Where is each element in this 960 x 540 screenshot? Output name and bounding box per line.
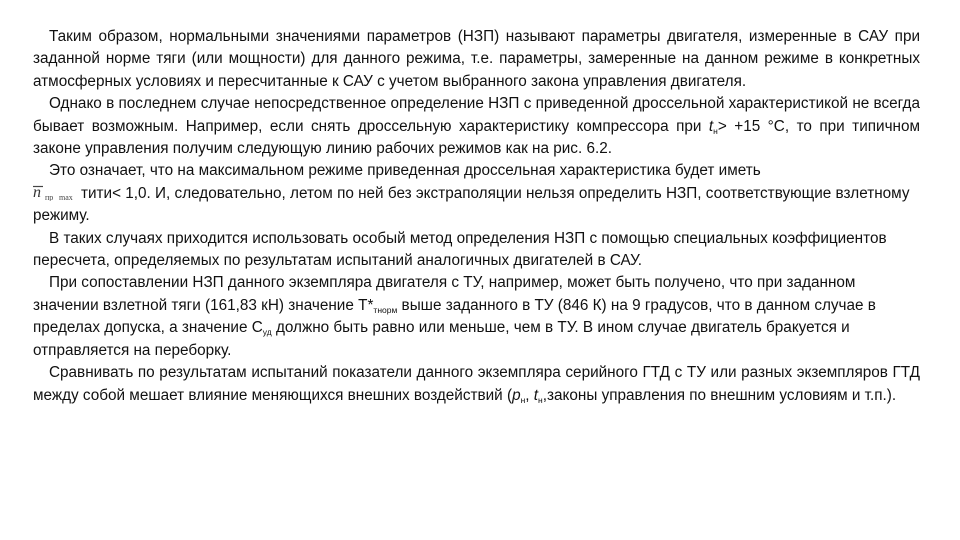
variable-t: t (533, 386, 539, 404)
paragraph-2-text-end: > +15 °С, то при типичном законе управления получим следующую линию рабочих режимов как на рис. 6.2. (33, 117, 921, 158)
svg-text:пр: пр (45, 192, 54, 201)
paragraph-1-text: Таким образом, нормальными значениями параметров (НЗП) называют параметры двигателя, измеренные в САУ при заданной норме тяги (или мощности) для данного режима, т.е. параметры, замеренные на данном режиме в конкретных атмосферных условиях и пересчитанные к САУ с учетом выбранного закона управления двигателя. (33, 28, 920, 90)
variable-p: р (512, 386, 521, 404)
specific-consumption-subscript: уд (262, 327, 272, 338)
paragraph-5 (33, 272, 920, 362)
paragraph-4-text: В таких случаях приходится использовать особый метод определения НЗП с помощью специальных коэффициентов пересчета, определяемых по результатам испытаний аналогичных двигателей в САУ. (33, 229, 887, 270)
variable-t-subscript: н (538, 394, 543, 405)
svg-text:n: n (33, 184, 41, 201)
paragraph-5-text-start: При сопоставлении НЗП данного экземпляра двигателя с ТУ, например, может быть получено, что при заданном значении взлетной тяги (161,83 кН) значение Т* (33, 274, 856, 314)
paragraph-3-text-start: Это означает, что на максимальном режиме приведенная дроссельная характеристика будет иметь (49, 162, 761, 180)
paragraph-5-text-end: должно быть равно или меньше, чем в ТУ. В ином случае двигатель бракуется и отправляется на переборку. (33, 319, 850, 359)
paragraph-6 (33, 362, 920, 407)
formula-n-pr-max-image (33, 185, 81, 201)
temperature-subscript: тнорм (373, 304, 398, 315)
paragraph-2-text-start: Однако в последнем случае непосредственное определение НЗП с приведенной дроссельной характеристикой не всегда бывает возможным. Например, если снять дроссельную характеристику компрессора при (33, 95, 920, 135)
variable-p-subscript: н (520, 394, 526, 405)
paragraph-6-text-start: Сравнивать по результатам испытаний показатели данного экземпляра серийного ГТД с ТУ или разных экземпляров ГТД между собой мешает влияние меняющихся внешних воздействий ( (33, 364, 920, 404)
variable-t: t (708, 117, 714, 135)
paragraph-3-text-end: тити< 1,0. И, следовательно, летом по ней без экстраполяции нельзя определить НЗП, соответствующие взлетному режиму. (33, 184, 910, 225)
paragraph-4 (33, 228, 920, 273)
paragraph-6-separator: , (525, 386, 534, 404)
svg-text:max: max (59, 192, 73, 201)
paragraph-5-text-middle: выше заданного в ТУ (846 К) на 9 градусов, что в данном случае в пределах допуска, а значение С (33, 296, 876, 337)
paragraph-3 (33, 160, 920, 227)
paragraph-2 (33, 93, 920, 160)
paragraph-6-text-end: ,законы управления по внешним условиям и т.п.). (542, 386, 897, 404)
variable-t-subscript: н (713, 125, 718, 136)
paragraph-1 (33, 26, 920, 93)
